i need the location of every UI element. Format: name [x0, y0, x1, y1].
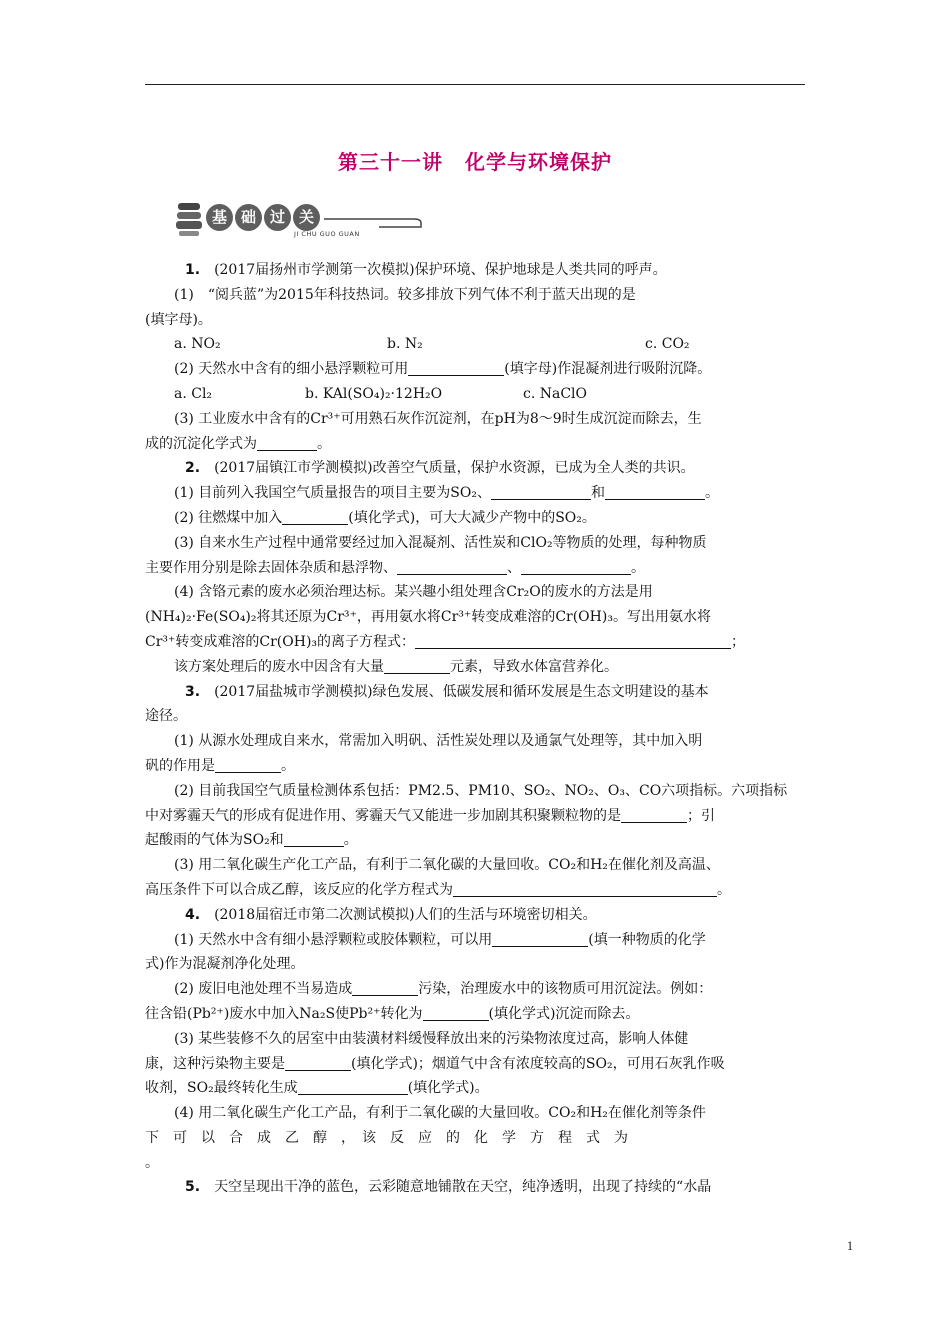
q1-part1: (1) “阅兵蓝”为2015年科技热词。较多排放下列气体不利于蓝天出现的是 — [174, 286, 636, 303]
question-3-stem-cont: 途径。 — [145, 708, 187, 725]
section-banner — [176, 199, 421, 244]
q2-part4-cont: (NH₄)₂·Fe(SO₄)₂将其还原为Cr³⁺，再用氨水将Cr³⁺转变成难溶的Cr(OH)₃。写出用氨水将 — [145, 609, 711, 626]
q3-part1-cont: 矾的作用是 。 — [145, 757, 295, 774]
q4-part1: (1) 天然水中含有细小悬浮颗粒或胶体颗粒，可以用 (填一种物质的化学 — [174, 931, 706, 948]
q4-part4: (4) 用二氧化碳生产化工产品，有利于二氧化碳的大量回收。CO₂和H₂在催化剂等条件 — [174, 1105, 706, 1122]
answer-blank[interactable] — [423, 1004, 489, 1021]
option-b: b. N₂ — [387, 336, 423, 353]
answer-blank[interactable] — [491, 483, 591, 500]
banner-line-icon — [324, 214, 424, 228]
answer-blank[interactable] — [284, 830, 344, 847]
banner-pinyin: JI CHU GUO GUAN — [294, 230, 360, 238]
q4-part3: (3) 某些装修不久的居室中由装潢材料缓慢释放出来的污染物浓度过高，影响人体健 — [174, 1030, 689, 1047]
q1-options-2 — [145, 382, 807, 407]
answer-blank[interactable] — [453, 880, 717, 897]
title-lecture-number: 第三十一讲 — [338, 150, 443, 174]
page-number: 1 — [846, 1238, 854, 1253]
answer-blank[interactable] — [352, 979, 418, 996]
answer-blank[interactable] — [215, 756, 281, 773]
question-4-stem: 4. (2018届宿迁市第二次测试模拟)人们的生活与环境密切相关。 — [185, 906, 597, 923]
q3-part2-cont: 中对雾霾天气的形成有促进作用、雾霾天气又能进一步加剧其积聚颗粒物的是 ；引 — [145, 807, 715, 824]
question-content — [145, 258, 807, 1200]
header-rule — [145, 84, 805, 85]
answer-blank[interactable] — [415, 632, 731, 649]
question-2-stem: 2. (2017届镇江市学测模拟)改善空气质量，保护水资源，已成为全人类的共识。 — [185, 460, 695, 477]
q1-part3: (3) 工业废水中含有的Cr³⁺可用熟石灰作沉淀剂，在pH为8～9时生成沉淀而除去，生 — [174, 410, 702, 427]
question-1-stem: 1. (2017届扬州市学测第一次模拟)保护环境、保护地球是人类共同的呼声。 — [185, 262, 667, 278]
page-title — [0, 146, 950, 175]
answer-blank[interactable] — [257, 434, 317, 451]
book-stack-icon — [176, 201, 204, 237]
q1-options-1 — [145, 332, 807, 357]
answer-blank[interactable] — [298, 1078, 408, 1095]
answer-blank[interactable] — [621, 806, 687, 823]
q4-part2: (2) 废旧电池处理不当易造成 污染，治理废水中的该物质可用沉淀法。例如： — [174, 981, 713, 998]
option-c: c. NaClO — [523, 385, 588, 402]
answer-blank[interactable] — [492, 930, 588, 947]
q4-part4-cont: 下 可 以 合 成 乙 醇 ， 该 反 应 的 化 学 方 程 式 为 — [145, 1129, 628, 1146]
q2-part4-cont2: Cr³⁺转变成难溶的Cr(OH)₃的离子方程式： ； — [145, 633, 746, 650]
q2-part4: (4) 含铬元素的废水必须治理达标。某兴趣小组处理含Cr₂O的废水的方法是用 — [174, 584, 653, 601]
q3-part3: (3) 用二氧化碳生产化工产品，有利于二氧化碳的大量回收。CO₂和H₂在催化剂及高温、 — [174, 857, 720, 874]
option-a: a. Cl₂ — [174, 385, 213, 402]
q4-part4-cont2: 。 — [145, 1154, 159, 1171]
title-topic: 化学与环境保护 — [465, 150, 612, 174]
q4-part2-cont: 往含铅(Pb²⁺)废水中加入Na₂S使Pb²⁺转化为 (填化学式)沉淀而除去。 — [145, 1005, 640, 1022]
answer-blank[interactable] — [285, 1054, 351, 1071]
answer-blank[interactable] — [521, 558, 631, 575]
q3-part2: (2) 目前我国空气质量检测体系包括：PM2.5、PM10、SO₂、NO₂、O₃、CO六项指标。六项指标 — [174, 782, 788, 799]
banner-char-3: 过 — [264, 204, 291, 231]
q2-part3-cont: 主要作用分别是除去固体杂质和悬浮物、 、 。 — [145, 559, 645, 576]
option-c: c. CO₂ — [645, 336, 690, 353]
answer-blank[interactable] — [408, 359, 504, 376]
q3-part2-cont2: 起酸雨的气体为SO₂和 。 — [145, 832, 358, 849]
option-b: b. KAl(SO₄)₂·12H₂O — [305, 385, 443, 402]
answer-blank[interactable] — [605, 483, 705, 500]
answer-blank[interactable] — [384, 657, 450, 674]
q2-part3: (3) 自来水生产过程中通常要经过加入混凝剂、活性炭和ClO₂等物质的处理，每种物质 — [174, 534, 707, 551]
q1-part2: (2) 天然水中含有的细小悬浮颗粒可用 (填字母)作混凝剂进行吸附沉降。 — [174, 361, 712, 378]
question-3-stem: 3. (2017届盐城市学测模拟)绿色发展、低碳发展和循环发展是生态文明建设的基本 — [185, 683, 709, 700]
answer-blank[interactable] — [282, 508, 348, 525]
banner-char-4: 关 — [293, 204, 320, 231]
q4-part1-cont: 式)作为混凝剂净化处理。 — [145, 956, 305, 973]
q1-part1-cont: (填字母)。 — [145, 311, 212, 328]
q3-part3-cont: 高压条件下可以合成乙醇，该反应的化学方程式为 。 — [145, 881, 731, 898]
q3-part1: (1) 从源水处理成自来水，常需加入明矾、活性炭处理以及通氯气处理等，其中加入明 — [174, 733, 703, 750]
question-5-stem: 5. 天空呈现出干净的蓝色，云彩随意地铺散在天空，纯净透明，出现了持续的“水晶 — [185, 1179, 712, 1196]
q1-part3-cont: 成的沉淀化学式为 。 — [145, 435, 331, 452]
banner-char-2: 础 — [235, 204, 262, 231]
q4-part3-cont2: 收剂，SO₂最终转化生成 (填化学式)。 — [145, 1080, 489, 1097]
option-a: a. NO₂ — [174, 336, 221, 353]
q2-part1: (1) 目前列入我国空气质量报告的项目主要为SO₂、 和 。 — [174, 485, 719, 502]
q4-part3-cont: 康，这种污染物主要是 (填化学式)；烟道气中含有浓度较高的SO₂，可用石灰乳作吸 — [145, 1055, 725, 1072]
banner-char-1: 基 — [206, 204, 233, 231]
q2-part2: (2) 往燃煤中加入 (填化学式)，可大大减少产物中的SO₂。 — [174, 509, 596, 526]
answer-blank[interactable] — [397, 558, 507, 575]
q2-part4-cont3: 该方案处理后的废水中因含有大量 元素，导致水体富营养化。 — [174, 658, 618, 675]
